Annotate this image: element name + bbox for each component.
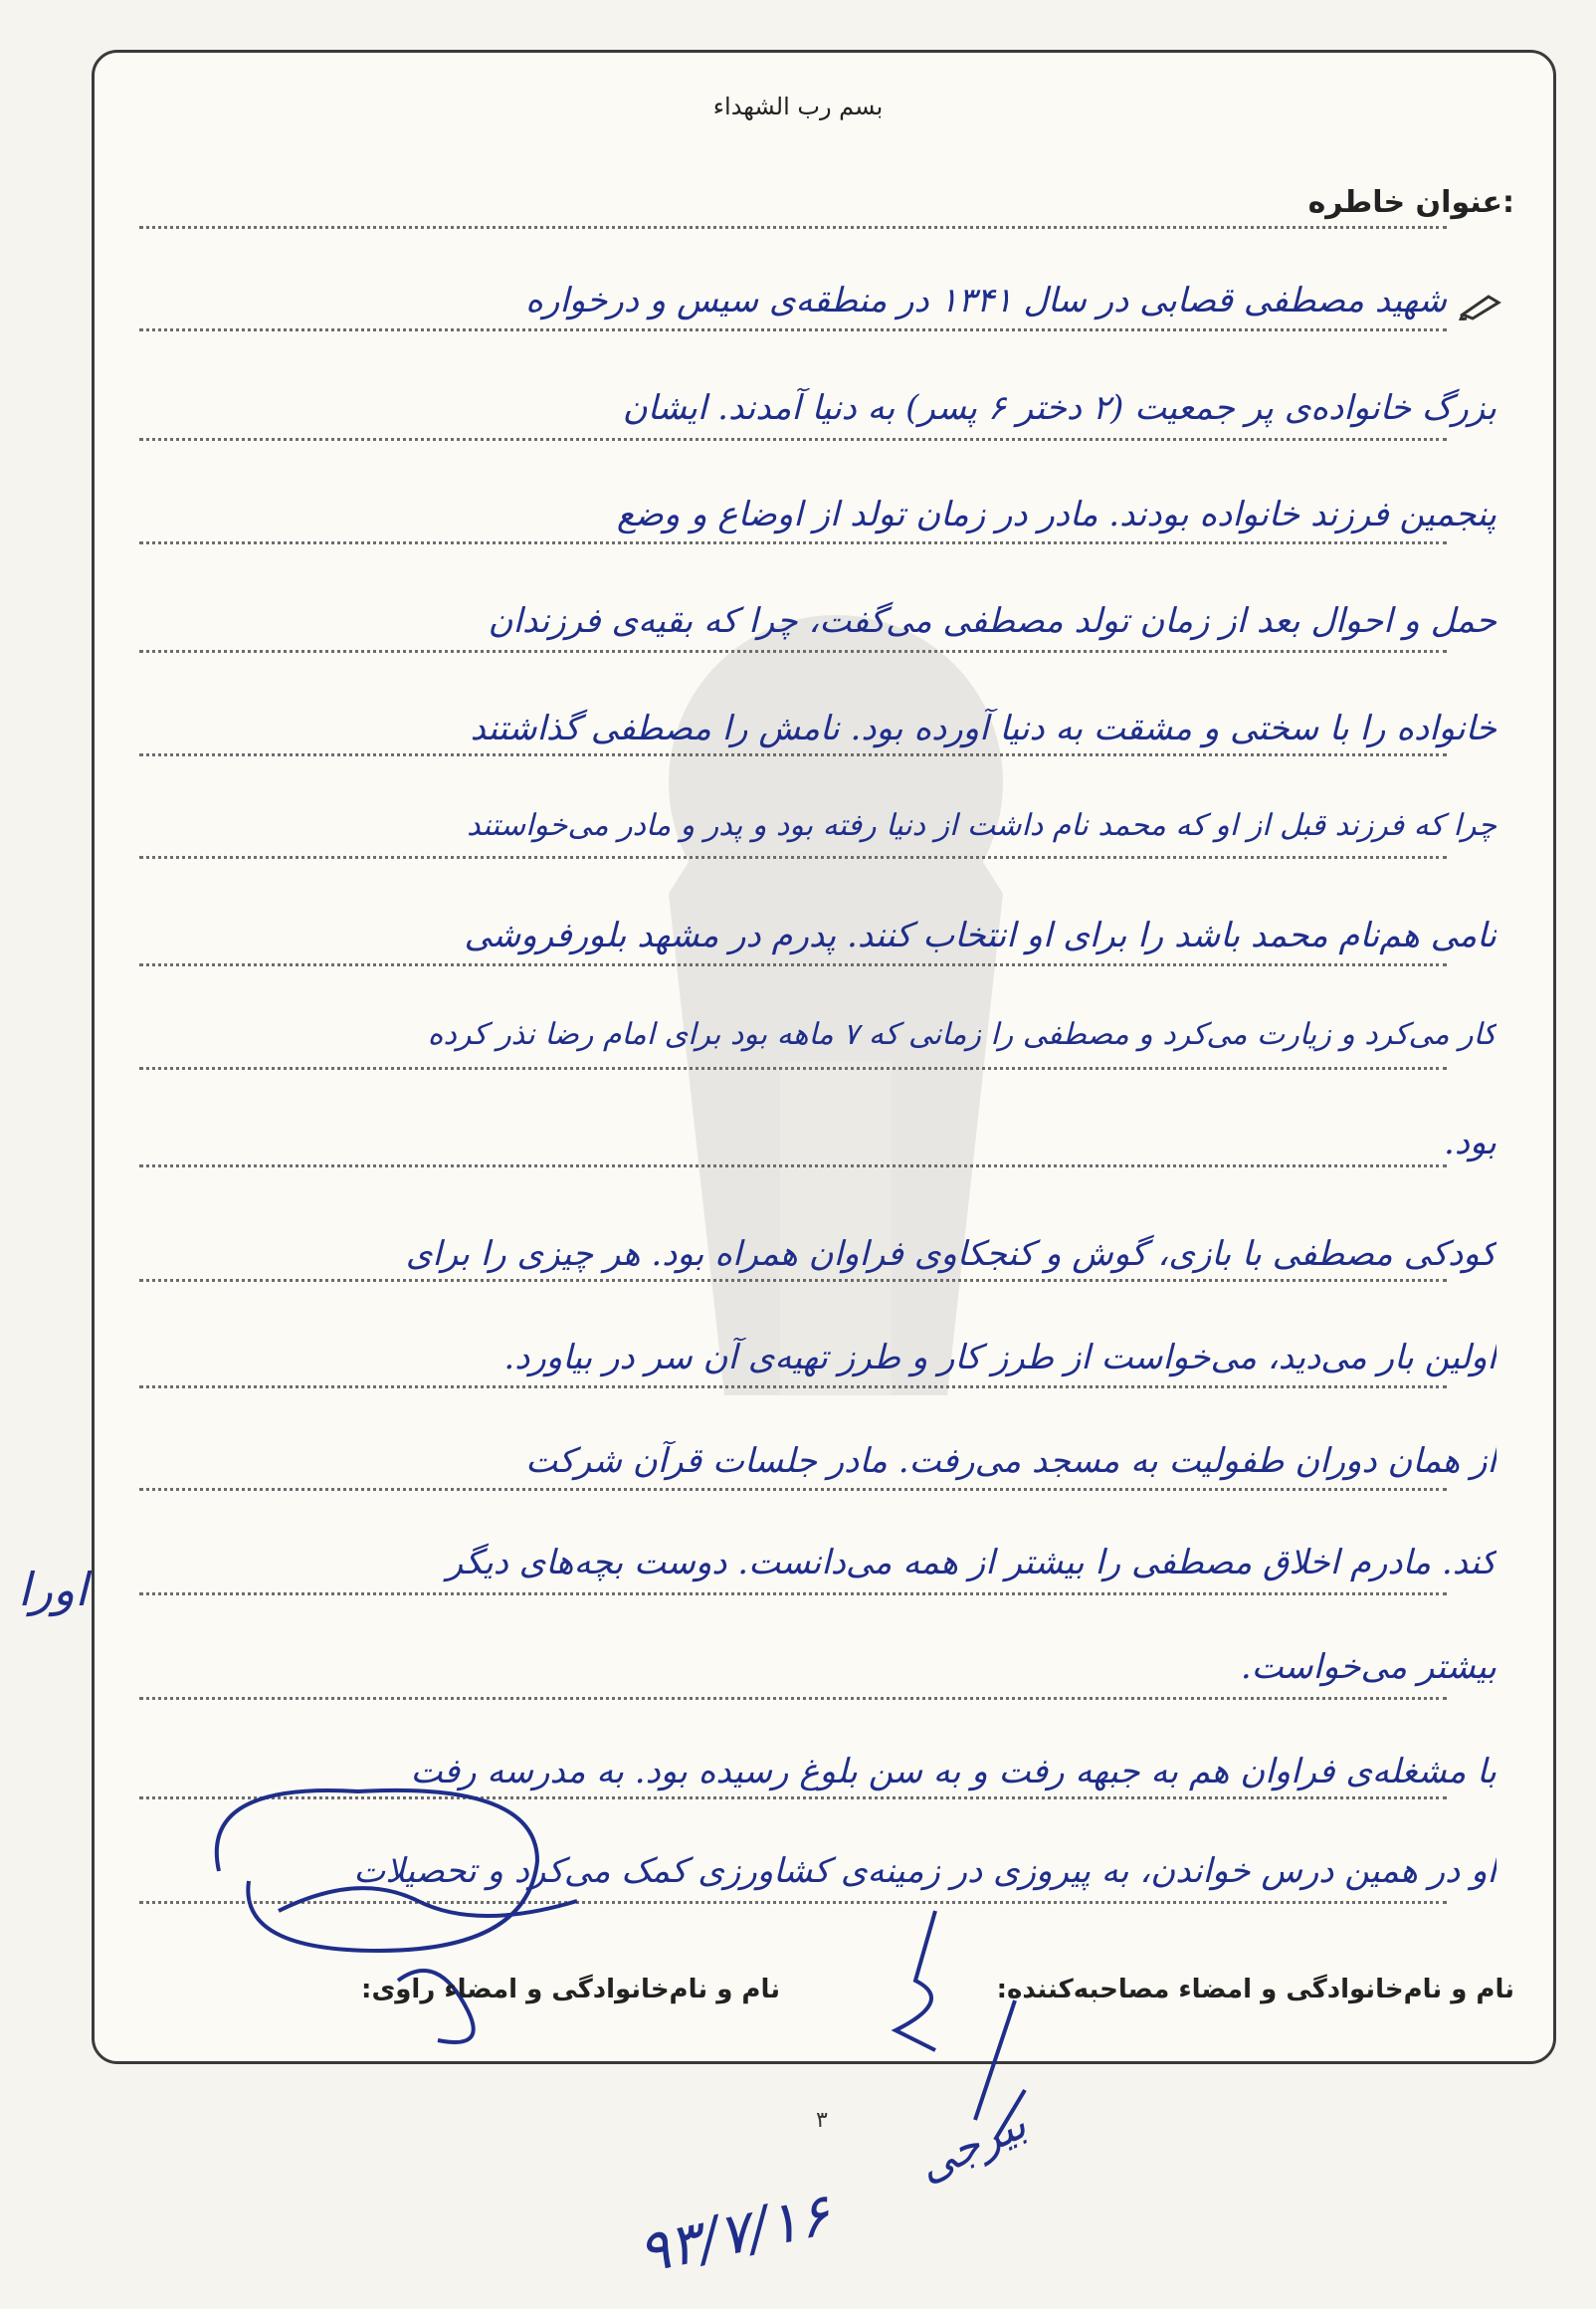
handwriting-line: بیشتر می‌خواست. — [1240, 1647, 1496, 1687]
handwriting-line: کند. مادرم اخلاق مصطفی را بیشتر از همه می‌دانست. دوست بچه‌های دیگر — [446, 1543, 1496, 1582]
signature-footer — [0, 1975, 1596, 2014]
handwriting-line: حمل و احوال بعد از زمان تولد مصطفی می‌گفت، چرا که بقیه‌ی فرزندان — [488, 601, 1496, 641]
rule-line — [139, 650, 1447, 653]
rule-line — [139, 1164, 1447, 1167]
watermark-emblem — [557, 557, 1114, 1453]
handwriting-line: کودکی مصطفی با بازی، گوش و کنجکاوی فراوان همراه بود. هر چیزی را برای — [405, 1234, 1496, 1274]
interviewer-label: نام و نام‌خانوادگی و امضاء مصاحبه‌کننده: — [996, 1975, 1514, 2004]
handwriting-line: کار می‌کرد و زیارت می‌کرد و مصطفی را زمانی که ۷ ماهه بود برای امام رضا نذر کرده — [427, 1017, 1496, 1052]
handwriting-line: چرا که فرزند قبل از او که محمد نام داشت از دنیا رفته بود و پدر و مادر می‌خواستند — [467, 808, 1496, 843]
handwriting-line: خانواده را با سختی و مشقت به دنیا آورده بود. نامش را مصطفی گذاشتند — [470, 709, 1496, 748]
page-number: ۳ — [816, 2108, 828, 2133]
handwriting-line: بود. — [1444, 1123, 1496, 1162]
basmala-header: بسم رب الشهداء — [712, 93, 884, 120]
rule-line — [139, 856, 1447, 859]
handwriting-line: با مشغله‌ی فراوان هم به جبهه رفت و به سن بلوغ رسیده بود. به مدرسه رفت — [410, 1752, 1496, 1791]
handwriting-line: پنجمین فرزند خانواده بودند. مادر در زمان تولد از اوضاع و وضع — [616, 495, 1496, 534]
rule-line — [139, 541, 1447, 544]
handwriting-line: شهید مصطفی قصابی در سال ۱۳۴۱ در منطقه‌ی سیس و درخواره — [525, 281, 1447, 320]
handwriting-line: او در همین درس خواندن، به پیروزی در زمینه‌ی کشاورزی کمک می‌کرد و تحصیلات — [353, 1851, 1496, 1891]
handwriting-line: نامی هم‌نام محمد باشد را برای او انتخاب کنند. پدرم در مشهد بلورفروشی — [464, 916, 1496, 955]
rule-line — [139, 963, 1447, 966]
rule-line — [139, 328, 1447, 331]
rule-line — [139, 1385, 1447, 1388]
rule-line — [139, 1697, 1447, 1700]
rule-line — [139, 1279, 1447, 1282]
handwriting-line: بزرگ خانواده‌ی پر جمعیت (۲ دختر ۶ پسر) به دنیا آمدند. ایشان — [622, 388, 1496, 428]
handwriting-line: اولین بار می‌دید، می‌خواست از طرز کار و طرز تهیه‌ی آن سر در بیاورد. — [503, 1338, 1496, 1377]
margin-note: اورا — [18, 1563, 88, 1616]
pencil-icon — [1459, 291, 1504, 320]
stamp-name: بیرجی — [909, 2098, 1035, 2193]
handwriting-line: از همان دوران طفولیت به مسجد می‌رفت. مادر جلسات قرآن شرکت — [525, 1441, 1496, 1481]
memoir-title-label: عنوان خاطره: — [1307, 185, 1514, 220]
rule-line — [139, 1592, 1447, 1595]
rule-line — [139, 438, 1447, 441]
stamp-date: ۹۳/۷/۱۶ — [632, 2180, 836, 2287]
rule-line — [139, 1067, 1447, 1070]
rule-line — [139, 1488, 1447, 1491]
narrator-label: نام و نام‌خانوادگی و امضاء راوی: — [361, 1975, 780, 2004]
rule-line — [139, 226, 1447, 229]
rule-line — [139, 753, 1447, 756]
